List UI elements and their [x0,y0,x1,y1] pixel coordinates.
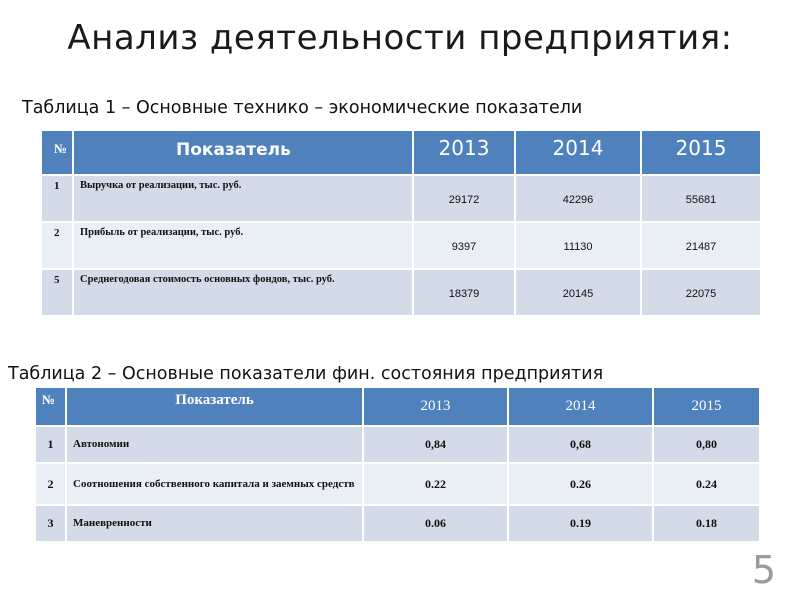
row-number: 5 [42,269,73,316]
header-number: № [36,388,66,426]
header-year-2014: 2014 [508,388,653,426]
table-row [36,426,760,463]
row-number: 1 [42,175,73,222]
value-2015: 0.24 [653,463,760,505]
row-indicator: Автономии [66,426,363,463]
value-2013: 29172 [413,175,515,222]
table-row [42,175,761,222]
value-2013: 0,84 [363,426,508,463]
slide-title: Анализ деятельности предприятия: [67,18,733,58]
header-year-2015: 2015 [653,388,760,426]
row-indicator: Прибыль от реализации, тыс. руб. [73,222,413,269]
row-number: 1 [36,426,66,463]
value-2013: 18379 [413,269,515,316]
header-year-2015: 2015 [641,131,761,175]
header-indicator: Показатель [66,388,363,426]
table-header-row [36,388,760,426]
technical-economic-indicators-table [42,131,762,317]
row-indicator: Среднегодовая стоимость основных фондов, тыс. руб. [73,269,413,316]
value-2013: 0.22 [363,463,508,505]
value-2015: 22075 [641,269,761,316]
header-indicator: Показатель [73,131,413,175]
table2-caption: Таблица 2 – Основные показатели фин. состояния предприятия [8,364,604,384]
header-number: № [42,131,73,175]
table-row [36,505,760,542]
value-2015: 0.18 [653,505,760,542]
value-2014: 20145 [515,269,641,316]
row-indicator: Выручка от реализации, тыс. руб. [73,175,413,222]
value-2015: 0,80 [653,426,760,463]
header-year-2013: 2013 [363,388,508,426]
page-number: 5 [751,548,776,592]
row-number: 2 [36,463,66,505]
table-row [42,222,761,269]
table-header-row [42,131,761,175]
header-year-2013: 2013 [413,131,515,175]
value-2014: 42296 [515,175,641,222]
value-2014: 11130 [515,222,641,269]
value-2014: 0.19 [508,505,653,542]
row-number: 2 [42,222,73,269]
row-indicator: Маневренности [66,505,363,542]
financial-condition-indicators-table [36,388,761,543]
value-2014: 0,68 [508,426,653,463]
value-2015: 21487 [641,222,761,269]
table-row [42,269,761,316]
table-row [36,463,760,505]
value-2014: 0.26 [508,463,653,505]
table1-caption: Таблица 1 – Основные технико – экономические показатели [22,98,583,118]
header-year-2014: 2014 [515,131,641,175]
value-2013: 9397 [413,222,515,269]
value-2015: 55681 [641,175,761,222]
value-2013: 0.06 [363,505,508,542]
row-number: 3 [36,505,66,542]
row-indicator: Соотношения собственного капитала и заемных средств [66,463,363,505]
